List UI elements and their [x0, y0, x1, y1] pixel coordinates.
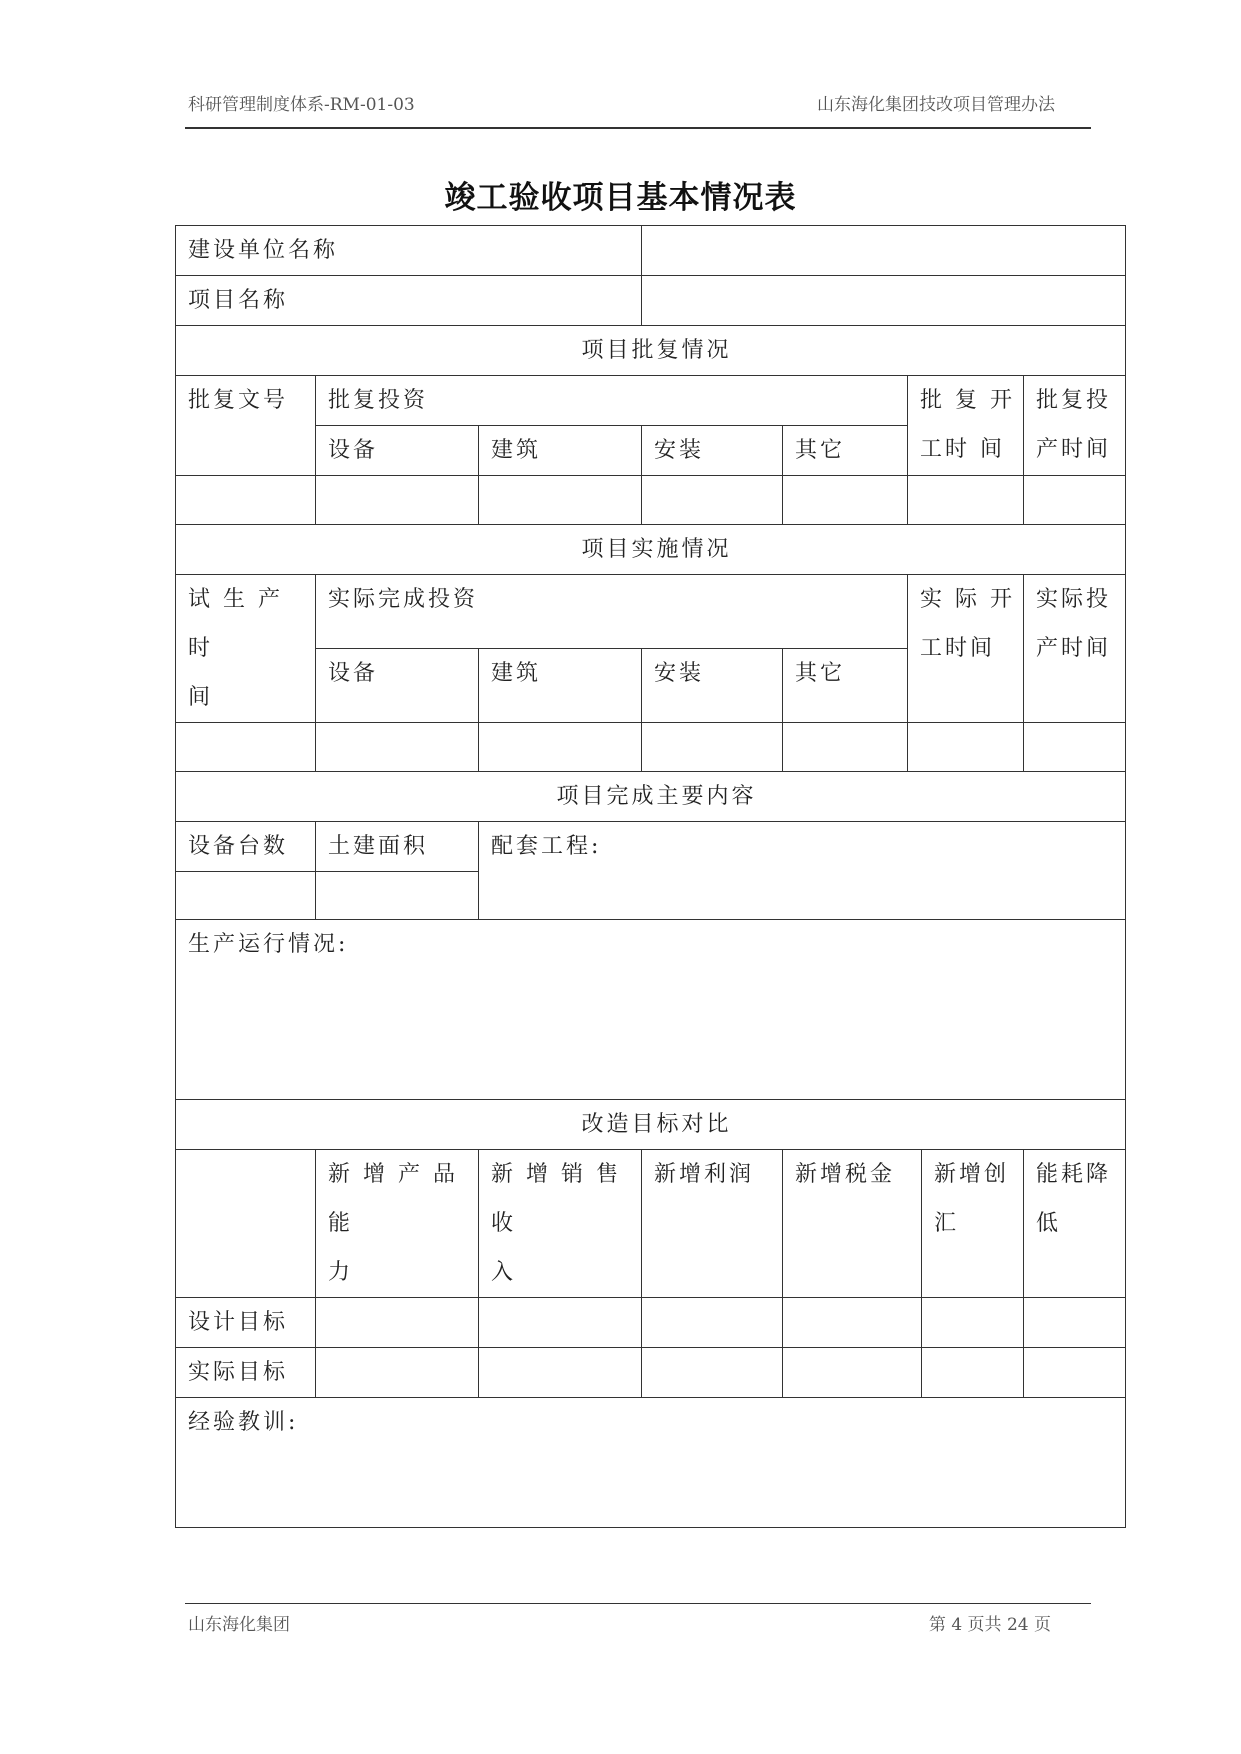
field-project-name[interactable] [642, 276, 1126, 326]
approved-production-time-line2: 产时间 [1036, 437, 1112, 462]
field-civil-area[interactable] [316, 872, 479, 920]
field-approval-other[interactable] [783, 476, 908, 525]
field-design-energy[interactable] [1024, 1298, 1126, 1348]
field-impl-building[interactable] [479, 723, 642, 772]
trial-production-time-line2: 间 [188, 685, 214, 710]
approved-production-time-line1: 批复投 [1036, 388, 1112, 413]
label-impl-building: 建筑 [479, 649, 642, 723]
field-approved-start-time[interactable] [908, 476, 1024, 525]
row-implementation-section [176, 525, 1126, 575]
footer-page-number: 第 4 页共 24 页 [928, 1615, 1051, 1635]
row-implementation-header-1 [176, 575, 1126, 649]
field-impl-other[interactable] [783, 723, 908, 772]
row-comparison-header [176, 1150, 1126, 1298]
header-divider [185, 127, 1091, 129]
footer-divider [185, 1603, 1091, 1604]
field-actual-start-time[interactable] [908, 723, 1024, 772]
field-approved-production-time[interactable] [1024, 476, 1126, 525]
field-design-sales[interactable] [479, 1298, 642, 1348]
field-actual-profit[interactable] [642, 1348, 783, 1398]
field-trial-production-time[interactable] [176, 723, 316, 772]
header-doc-code: 科研管理制度体系-RM-01-03 [188, 95, 415, 115]
label-approved-investment: 批复投资 [316, 376, 908, 426]
label-energy-reduction [1024, 1150, 1126, 1298]
field-lessons-learned[interactable]: 经验教训: [176, 1398, 1126, 1528]
new-capacity-line2: 力 [328, 1260, 354, 1285]
label-civil-area: 土建面积 [316, 822, 479, 872]
label-actual-investment: 实际完成投资 [316, 575, 908, 649]
comparison-corner-cell [176, 1150, 316, 1298]
row-completion-section [176, 772, 1126, 822]
label-approval-equipment: 设备 [316, 426, 479, 476]
field-approval-building[interactable] [479, 476, 642, 525]
actual-start-time-line2: 工时间 [920, 636, 996, 661]
approved-start-time-line1: 批 复 开 [920, 388, 1016, 413]
actual-production-time-line2: 产时间 [1036, 636, 1112, 661]
label-new-sales [479, 1150, 642, 1298]
field-actual-tax[interactable] [783, 1348, 922, 1398]
field-supporting-works[interactable]: 配套工程: [479, 822, 1126, 920]
actual-production-time-line1: 实际投 [1036, 587, 1112, 612]
row-lessons [176, 1398, 1126, 1528]
label-approved-start-time [908, 376, 1024, 476]
field-design-forex[interactable] [922, 1298, 1024, 1348]
field-design-profit[interactable] [642, 1298, 783, 1348]
label-unit-name: 建设单位名称 [176, 226, 642, 276]
field-design-tax[interactable] [783, 1298, 922, 1348]
section-completion: 项目完成主要内容 [176, 772, 1126, 822]
label-approval-building: 建筑 [479, 426, 642, 476]
field-actual-production-time[interactable] [1024, 723, 1126, 772]
label-equipment-count: 设备台数 [176, 822, 316, 872]
energy-reduction-line1: 能耗降 [1036, 1162, 1112, 1187]
field-production-operation[interactable]: 生产运行情况: [176, 920, 1126, 1100]
label-actual-start-time [908, 575, 1024, 723]
row-actual-target [176, 1348, 1126, 1398]
label-impl-other: 其它 [783, 649, 908, 723]
new-forex-line2: 汇 [934, 1211, 960, 1236]
row-approval-section [176, 326, 1126, 376]
label-impl-install: 安装 [642, 649, 783, 723]
row-comparison-section [176, 1100, 1126, 1150]
row-operation [176, 920, 1126, 1100]
row-approval-header-1 [176, 376, 1126, 426]
field-equipment-count[interactable] [176, 872, 316, 920]
trial-production-time-line1: 试 生 产 时 [188, 587, 283, 661]
energy-reduction-line2: 低 [1036, 1211, 1062, 1236]
label-design-target: 设计目标 [176, 1298, 316, 1348]
approved-start-time-line2: 工时 间 [920, 437, 1006, 462]
label-impl-equipment: 设备 [316, 649, 479, 723]
label-trial-production-time [176, 575, 316, 723]
section-comparison: 改造目标对比 [176, 1100, 1126, 1150]
new-sales-line2: 入 [491, 1260, 517, 1285]
page-title: 竣工验收项目基本情况表 [444, 180, 797, 216]
field-unit-name[interactable] [642, 226, 1126, 276]
label-approved-production-time [1024, 376, 1126, 476]
field-approval-install[interactable] [642, 476, 783, 525]
row-project-name [176, 276, 1126, 326]
field-impl-install[interactable] [642, 723, 783, 772]
field-design-capacity[interactable] [316, 1298, 479, 1348]
header-doc-title: 山东海化集团技改项目管理办法 [817, 95, 1055, 115]
label-actual-target: 实际目标 [176, 1348, 316, 1398]
field-actual-energy[interactable] [1024, 1348, 1126, 1398]
footer-company: 山东海化集团 [188, 1615, 290, 1635]
label-approval-other: 其它 [783, 426, 908, 476]
field-actual-sales[interactable] [479, 1348, 642, 1398]
field-actual-forex[interactable] [922, 1348, 1024, 1398]
row-design-target [176, 1298, 1126, 1348]
section-implementation: 项目实施情况 [176, 525, 1126, 575]
field-approval-doc-no[interactable] [176, 476, 316, 525]
label-approval-install: 安装 [642, 426, 783, 476]
row-approval-values [176, 476, 1126, 525]
label-project-name: 项目名称 [176, 276, 642, 326]
new-sales-line1: 新 增 销 售 收 [491, 1162, 621, 1236]
acceptance-form-table [175, 225, 1126, 1528]
label-new-tax: 新增税金 [783, 1150, 922, 1298]
actual-start-time-line1: 实 际 开 [920, 587, 1016, 612]
row-unit-name [176, 226, 1126, 276]
row-completion-header [176, 822, 1126, 872]
field-approval-equipment[interactable] [316, 476, 479, 525]
label-approval-doc-no: 批复文号 [176, 376, 316, 476]
label-new-profit: 新增利润 [642, 1150, 783, 1298]
new-forex-line1: 新增创 [934, 1162, 1010, 1187]
section-approval: 项目批复情况 [176, 326, 1126, 376]
field-impl-equipment[interactable] [316, 723, 479, 772]
label-new-forex [922, 1150, 1024, 1298]
label-actual-production-time [1024, 575, 1126, 723]
new-capacity-line1: 新 增 产 品 能 [328, 1162, 458, 1236]
label-new-capacity [316, 1150, 479, 1298]
field-actual-capacity[interactable] [316, 1348, 479, 1398]
row-implementation-values [176, 723, 1126, 772]
